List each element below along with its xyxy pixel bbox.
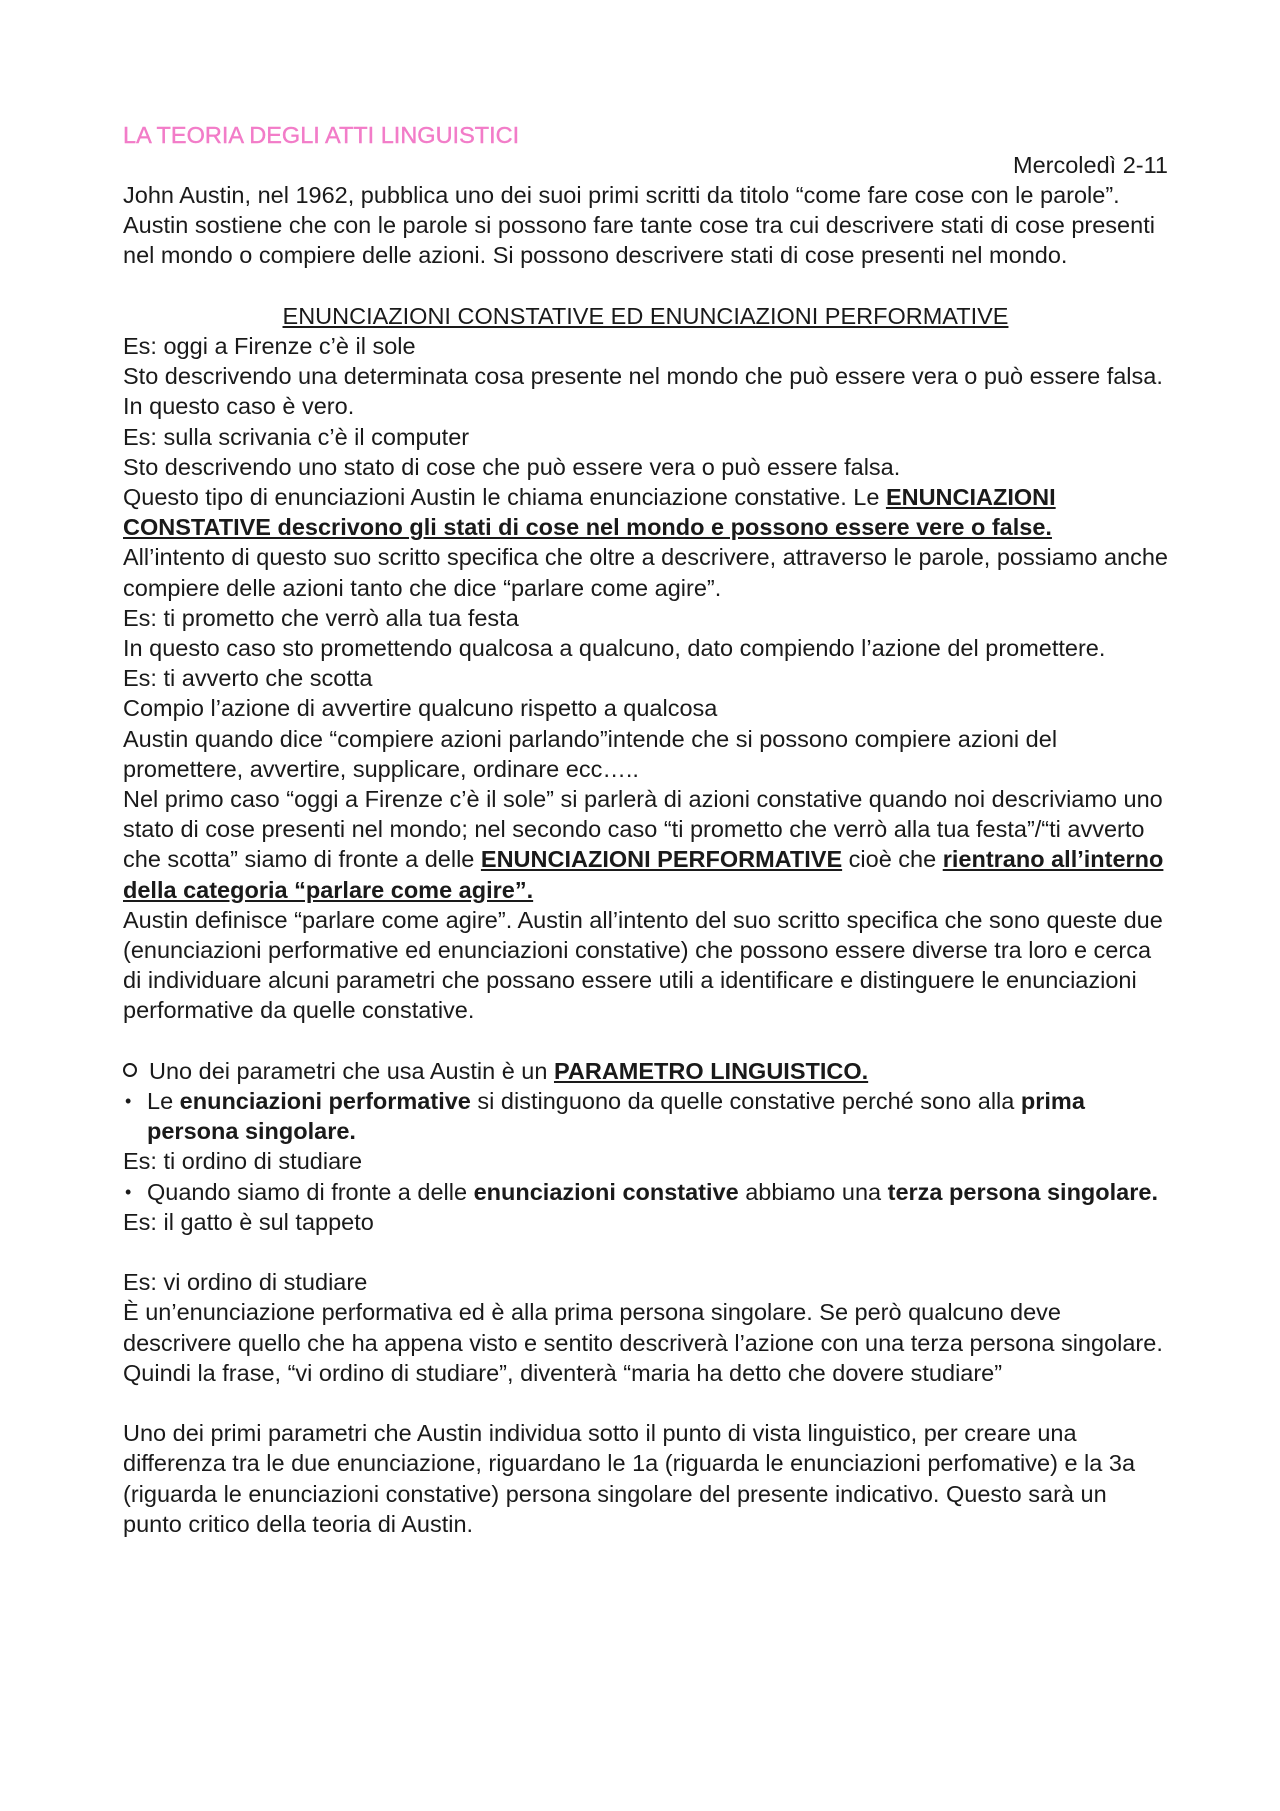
bold-underlined-span: ENUNCIAZIONI CONSTATIVE descrivono gli stati di cose nel mondo e possono essere vere o false. bbox=[123, 484, 1056, 541]
text-paragraph: Uno dei primi parametri che Austin individua sotto il punto di vista linguistico, per creare una differenza tra le due enunciazione, riguardano le 1a (riguarda le enunciazioni perfomative) e la 3a (riguarda le enunciazioni constative) persona singolare del presente indicativo. Questo sarà un punto critico della teoria di Austin. bbox=[123, 1420, 1136, 1537]
bullet-dot-icon: • bbox=[125, 1181, 132, 1202]
dot-bullet-item bbox=[123, 1086, 1168, 1146]
spacer bbox=[123, 1026, 1168, 1056]
bold-span: enunciazioni constative bbox=[473, 1178, 739, 1205]
bullet-text bbox=[149, 1056, 1168, 1086]
text-line: In questo caso sto promettendo qualcosa a qualcuno, dato compiendo l’azione del promettere. bbox=[123, 635, 1106, 662]
text-span: abbiamo una bbox=[738, 1178, 888, 1205]
dot-bullet-item bbox=[123, 1177, 1168, 1207]
example-line: Es: ti avverto che scotta bbox=[123, 665, 373, 692]
example-line: Es: ti prometto che verrò alla tua festa bbox=[123, 604, 519, 631]
intro-paragraph: John Austin, nel 1962, pubblica uno dei suoi primi scritti da titolo “come fare cose con le parole”. Austin sostiene che con le parole si possono fare tante cose tra cui descrivere stati di cose presenti nel mondo o compiere delle azioni. Si possono descrivere stati di cose presenti nel mondo. bbox=[123, 182, 1155, 269]
bold-underlined-span: ENUNCIAZIONI PERFORMATIVE bbox=[480, 846, 843, 873]
spacer bbox=[123, 1388, 1168, 1418]
document-title: LA TEORIA DEGLI ATTI LINGUISTICI bbox=[123, 122, 520, 148]
example-line: Es: oggi a Firenze c’è il sole bbox=[123, 333, 416, 359]
example-line: Es: sulla scrivania c’è il computer bbox=[123, 423, 470, 450]
example-line: Es: vi ordino di studiare bbox=[123, 1269, 368, 1296]
bold-span: terza persona singolare. bbox=[887, 1178, 1158, 1205]
text-span: Uno dei parametri che usa Austin è un bbox=[149, 1057, 554, 1084]
bold-underlined-span: PARAMETRO LINGUISTICO. bbox=[553, 1057, 869, 1084]
text-span: Quando siamo di fronte a delle bbox=[147, 1178, 474, 1205]
text-span: Nel primo caso “oggi a Firenze c’è il sole” si parlerà di azioni constative quando noi descriviamo uno stato di cose presenti nel mondo; nel secondo caso “ti prometto che verrò alla tua festa”/“ti avverto che scotta” siamo di fronte a delle bbox=[123, 786, 1163, 873]
bullet-text bbox=[147, 1086, 1168, 1146]
text-span: Questo tipo di enunciazioni Austin le chiama enunciazione constative. Le bbox=[123, 484, 886, 511]
date-label: Mercoledì 2-11 bbox=[1013, 152, 1168, 178]
bullet-dot-icon: • bbox=[125, 1091, 132, 1112]
spacer bbox=[123, 271, 1168, 301]
text-line: Compio l’azione di avvertire qualcuno rispetto a qualcosa bbox=[123, 695, 718, 722]
text-line: All’intento di questo suo scritto specifica che oltre a descrivere, attraverso le parole, possiamo anche compiere delle azioni tanto che dice “parlare come agire”. bbox=[123, 544, 1168, 601]
text-paragraph: È un’enunciazione performativa ed è alla prima persona singolare. Se però qualcuno deve descrivere quello che ha appena visto e sentito descriverà l’azione con una terza persona singolare. Quindi la frase, “vi ordino di studiare”, diventerà “maria ha detto che dovere studiare” bbox=[123, 1299, 1163, 1386]
definition-performative bbox=[123, 784, 1168, 905]
example-line: Es: il gatto è sul tappeto bbox=[123, 1208, 374, 1235]
spacer bbox=[123, 1237, 1168, 1267]
section-heading: ENUNCIAZIONI CONSTATIVE ED ENUNCIAZIONI PERFORMATIVE bbox=[282, 302, 1009, 329]
text-line: Austin quando dice “compiere azioni parlando”intende che si possono compiere azioni del promettere, avvertire, supplicare, ordinare ecc….. bbox=[123, 725, 1058, 782]
text-line: Sto descrivendo uno stato di cose che può essere vera o può essere falsa. bbox=[123, 453, 901, 480]
text-line: Austin definisce “parlare come agire”. Austin all’intento del suo scritto specifica che sono queste due (enunciazioni performative ed enunciazioni constative) che possono essere diverse tra loro e cerca di individuare alcuni parametri che possano essere utili a identificare e distinguere le enunciazioni performative da quelle constative. bbox=[123, 906, 1163, 1024]
circle-bullet-item bbox=[123, 1056, 1168, 1086]
bold-span: enunciazioni performative bbox=[179, 1088, 471, 1115]
circle-bullet-icon bbox=[123, 1063, 137, 1077]
example-line: Es: ti ordino di studiare bbox=[123, 1148, 363, 1175]
definition-constative bbox=[123, 482, 1168, 542]
text-span: cioè che bbox=[842, 846, 943, 873]
text-span: si distinguono da quelle constative perché sono alla bbox=[470, 1088, 1021, 1115]
text-span: Le bbox=[147, 1088, 180, 1115]
bullet-text bbox=[147, 1177, 1168, 1207]
text-line: Sto descrivendo una determinata cosa presente nel mondo che può essere vera o può essere falsa. In questo caso è vero. bbox=[123, 363, 1163, 420]
bold-underlined-span: rientrano all’interno della categoria “parlare come agire”. bbox=[123, 846, 1164, 903]
bold-span: prima persona singolare. bbox=[147, 1088, 1085, 1145]
